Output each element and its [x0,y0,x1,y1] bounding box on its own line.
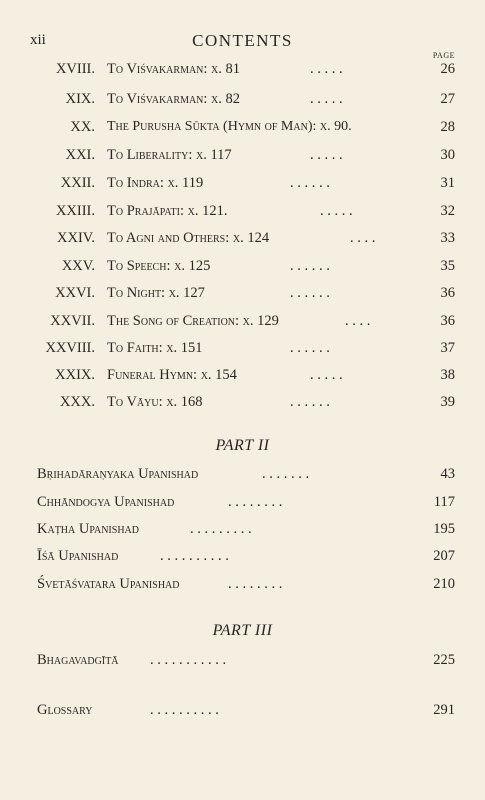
entry-page: 36 [440,313,455,329]
entry-page: 225 [433,652,455,668]
entry-title: To Viśvakarman: x. 82 [107,91,241,107]
entry-title: Glossary [37,702,93,718]
page-number: xii [30,32,46,48]
toc-entry [0,367,485,389]
entry-title: The Song of Creation: x. 129 [107,313,279,329]
entry-number: XXI. [65,147,95,163]
toc-entry [0,702,485,724]
toc-entry [0,91,485,113]
entry-title: Funeral Hymn: x. 154 [107,367,237,383]
entry-page: 43 [440,466,455,482]
entry-number: XVIII. [55,61,95,77]
entry-page: 210 [433,576,455,592]
entry-title: To Faith: x. 151 [107,340,203,356]
toc-entry [0,313,485,335]
entry-page: 33 [440,230,455,246]
entry-page: 32 [440,203,455,219]
leader-dots: . . . . [350,230,376,246]
entry-number: XXIII. [55,203,95,219]
entry-page: 207 [433,548,455,564]
entry-title: To Prajāpati: x. 121. [107,203,228,219]
entry-page: 291 [433,702,455,718]
entry-page: 36 [440,285,455,301]
entry-title: The Purusha Sūkta (Hymn of Man): x. 90. [107,119,352,134]
toc-entry [0,548,485,570]
leader-dots: . . . . . . [290,175,330,191]
entry-number: XIX. [65,91,95,107]
leader-dots: . . . . . [310,147,343,163]
entry-title: To Agni and Others: x. 124 [107,230,270,246]
entry-number: XXII. [60,175,95,191]
entry-page: 26 [440,61,455,77]
leader-dots: . . . . . . . . . . [160,548,229,564]
leader-dots: . . . . . . [290,258,330,274]
toc-entry [0,203,485,225]
leader-dots: . . . . . . . . . . . [150,652,227,668]
leader-dots: . . . . [345,313,371,329]
entry-page: 31 [440,175,455,191]
entry-title: Kaṭha Upanishad [37,521,139,537]
entry-page: 117 [433,494,455,510]
leader-dots: . . . . . . . . [228,576,283,592]
toc-entry [0,340,485,362]
entry-number: XXVIII. [45,340,95,356]
entry-number: XXVII. [50,313,95,329]
entry-title: To Vāyu: x. 168 [107,394,203,410]
entry-page: 30 [440,147,455,163]
leader-dots: . . . . . . . . . [190,521,252,537]
entry-page: 37 [440,340,455,356]
toc-entry [0,285,485,307]
part-heading: PART III [212,622,273,639]
entry-title: Bhagavadgītā [37,652,119,668]
entry-number: XX. [70,119,95,135]
leader-dots: . . . . . . . [262,466,310,482]
entry-title: To Speech: x. 125 [107,258,211,274]
toc-entry [0,394,485,416]
entry-title: To Night: x. 127 [107,285,205,301]
entry-number: XXVI. [55,285,95,301]
entry-number: XXX. [59,394,95,410]
entry-title: Īśā Upanishad [37,548,119,564]
entry-title: To Viśvakarman: x. 81 [107,61,241,77]
toc-entry [0,494,485,516]
entry-page: 195 [433,521,455,537]
leader-dots: . . . . . [310,367,343,383]
entry-title: To Liberality: x. 117 [107,147,232,163]
entry-page: 27 [440,91,455,107]
entry-number: XXIX. [55,367,95,383]
entry-title: Śvetāśvatara Upanishad [37,576,180,592]
leader-dots: . . . . . . [290,340,330,356]
toc-entry [0,175,485,197]
toc-entry [0,652,485,674]
toc-entry [0,119,485,141]
toc-entry [0,61,485,83]
entry-number: XXIV. [57,230,95,246]
entry-page: 35 [440,258,455,274]
toc-entry [0,576,485,598]
toc-entry [0,466,485,488]
entry-number: XXV. [61,258,95,274]
leader-dots: . . . . . . [290,285,330,301]
entry-page: 28 [440,119,455,135]
entry-page: 39 [440,394,455,410]
leader-dots: . . . . . . . . . . [150,702,219,718]
part-heading: PART II [215,437,270,454]
toc-entry [0,230,485,252]
toc-entry [0,521,485,543]
page-column-label: PAGE [432,51,455,60]
entry-title: To Indra: x. 119 [107,175,204,191]
leader-dots: . . . . . [310,61,343,77]
leader-dots: . . . . . . . . [228,494,283,510]
leader-dots: . . . . . [310,91,343,107]
page-title: CONTENTS [192,31,293,50]
toc-entry [0,147,485,169]
leader-dots: . . . . . [320,203,353,219]
toc-entry [0,258,485,280]
entry-page: 38 [440,367,455,383]
entry-title: Chhāndogya Upanishad [37,494,175,510]
leader-dots: . . . . . . [290,394,330,410]
entry-title: Bṛihadāraṇyaka Upanishad [37,466,199,482]
